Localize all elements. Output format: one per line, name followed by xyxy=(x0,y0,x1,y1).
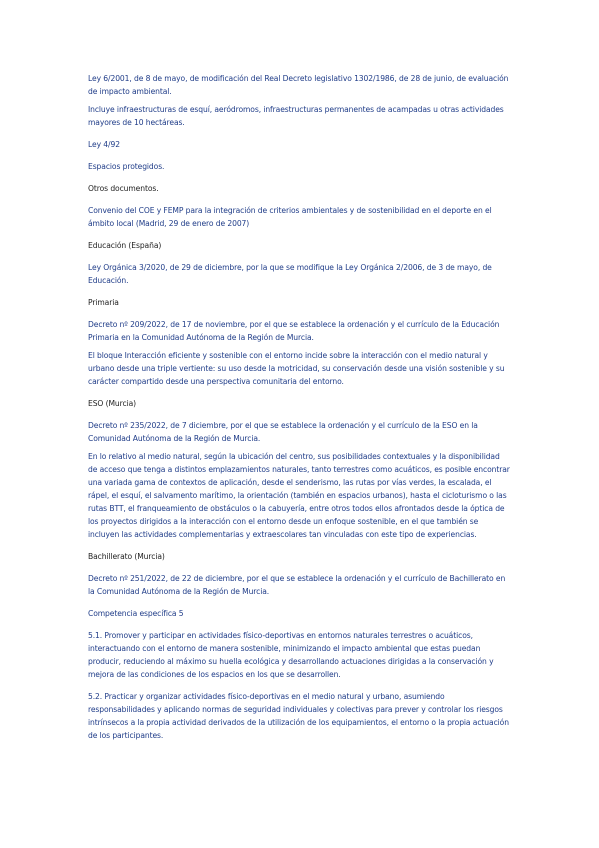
primaria-heading: Primaria xyxy=(88,298,119,307)
law-4-92: Ley 4/92 xyxy=(88,140,120,149)
coe-femp-agreement: Convenio del COE y FEMP para la integración de criterios ambientales y de sostenibilidad en el deporte en el ámbito local (Madrid, 29 de enero de 2007) xyxy=(88,206,492,228)
competence-5-heading: Competencia específica 5 xyxy=(88,609,184,618)
interaction-block-text: El bloque Interacción eficiente y sostenible con el entorno incide sobre la interacción con el medio natural y urbano desde una triple vertiente: su uso desde la motricidad, su conservación desde una visión sostenible y su carácter compartido desde una perspectiva comunitaria del entorno. xyxy=(88,351,505,386)
decree-235-2022: Decreto nº 235/2022, de 7 diciembre, por el que se establece la ordenación y el currículo de la ESO en la Comunidad Autónoma de la Región de Murcia. xyxy=(88,421,478,443)
criterion-5-1: 5.1. Promover y participar en actividades físico-deportivas en entornos naturales terrestres o acuáticos, interactuando con el entorno de manera sostenible, minimizando el impacto ambiental que estas puedan producir, reduciendo al máximo su huella ecológica y desarrollando actuaciones dirigidas a la conservación y mejora de las condiciones de los espacios en los que se desarrollen. xyxy=(88,631,494,679)
decree-209-2022: Decreto nº 209/2022, de 17 de noviembre, por el que se establece la ordenación y el currículo de la Educación Primaria en la Comunidad Autónoma de la Región de Murcia. xyxy=(88,320,500,342)
decree-251-2022: Decreto nº 251/2022, de 22 de diciembre, por el que se establece la ordenación y el currículo de Bachillerato en la Comunidad Autónoma de la Región de Murcia. xyxy=(88,574,506,596)
eso-murcia-heading: ESO (Murcia) xyxy=(88,399,136,408)
natural-environment-text: En lo relativo al medio natural, según la ubicación del centro, sus posibilidades contextuales y la disponibilidad de acceso que tenga a distintos emplazamientos naturales, tanto terrestres como acuáticos, es posible encontrar una variada gama de contextos de aplicación, desde el senderismo, las rutas por vías verdes, la escalada, el rápel, el esquí, el salvamento marítimo, la orientación (también en espacios urbanos), hasta el cicloturismo o las rutas BTT, el franqueamiento de obstáculos o la cabuyería, entre otros todos ellos afrontados desde la óptica de los proyectos dirigidos a la interacción con el entorno desde un enfoque sostenible, en el que también se incluyen las actividades complementarias y extraescolares tan vinculadas con este tipo de experiencias. xyxy=(88,452,510,539)
bachillerato-murcia-heading: Bachillerato (Murcia) xyxy=(88,552,165,561)
education-spain-heading: Educación (España) xyxy=(88,241,162,250)
protected-spaces: Espacios protegidos. xyxy=(88,162,165,171)
law-6-2001: Ley 6/2001, de 8 de mayo, de modificación del Real Decreto legislativo 1302/1986, de 28 de junio, de evaluación de impacto ambiental. xyxy=(88,74,509,96)
infrastructure-note: Incluye infraestructuras de esquí, aeródromos, infraestructuras permanentes de acampadas u otras actividades mayores de 10 hectáreas. xyxy=(88,105,504,127)
criterion-5-2: 5.2. Practicar y organizar actividades físico-deportivas en el medio natural y urbano, asumiendo responsabilidades y aplicando normas de seguridad individuales y colectivas para prever y controlar los riesgos intrínsecos a la propia actividad derivados de la utilización de los equipamientos, el entorno o la propia actuación de los participantes. xyxy=(88,692,509,740)
other-documents-heading: Otros documentos. xyxy=(88,184,159,193)
lomloe-law: Ley Orgánica 3/2020, de 29 de diciembre, por la que se modifique la Ley Orgánica 2/2006, de 3 de mayo, de Educación. xyxy=(88,263,492,285)
